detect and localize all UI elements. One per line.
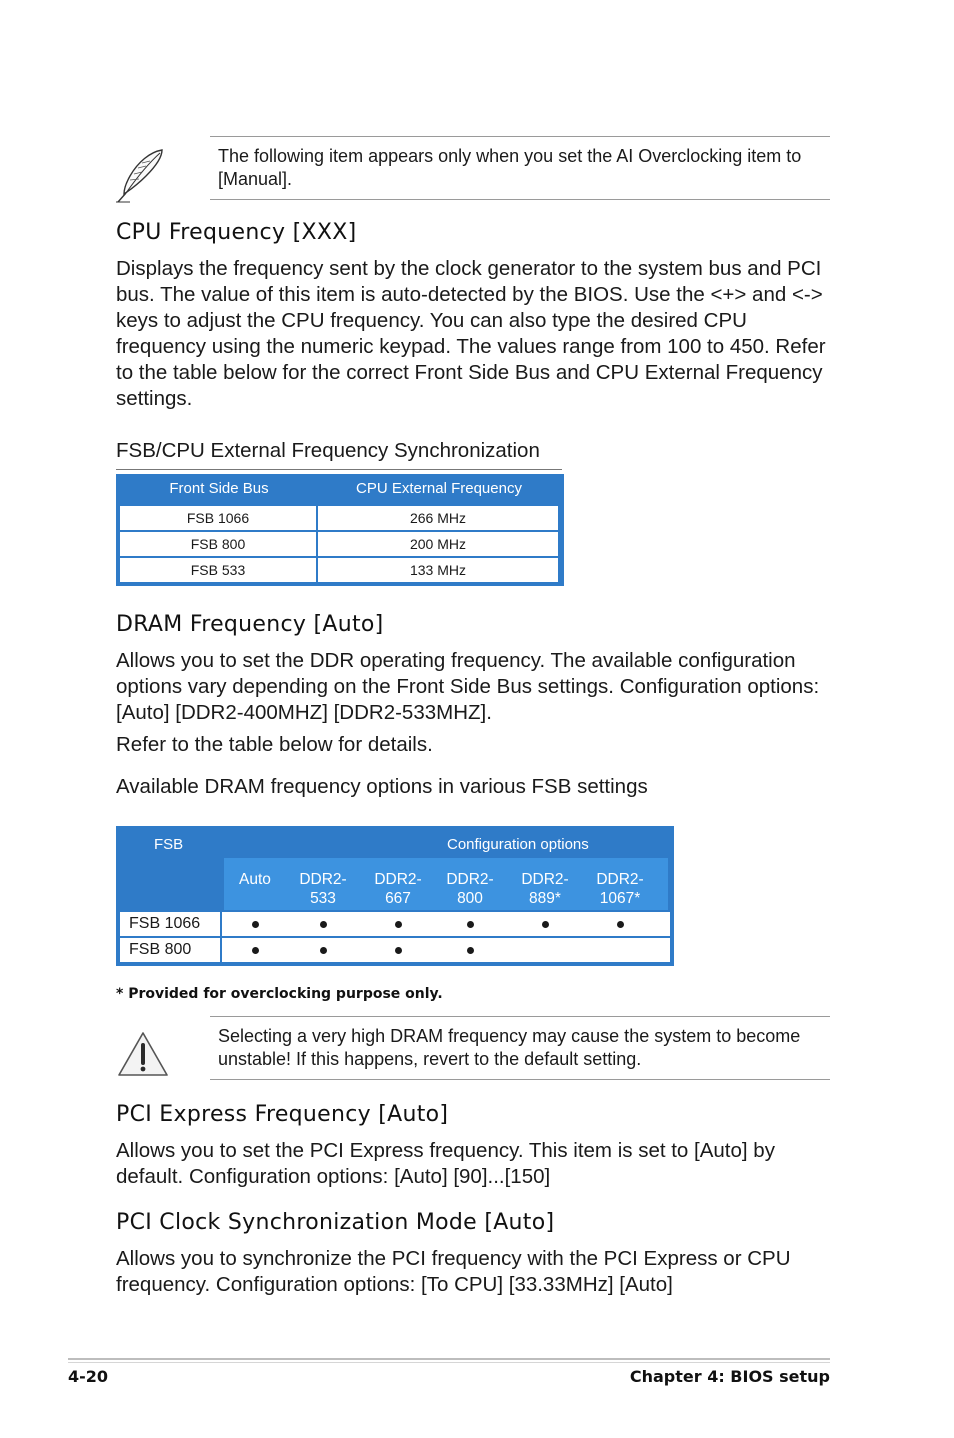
support-dot — [320, 921, 327, 928]
table-cell: FSB 1066 — [120, 506, 316, 530]
warning-text: Selecting a very high DRAM frequency may cause the system to become unstable! If this happens, revert to the default setting. — [218, 1026, 801, 1069]
pci-express-frequency-heading: PCI Express Frequency [Auto] — [116, 1102, 449, 1127]
row-label-fsb-1066: FSB 1066 — [129, 915, 201, 932]
option-ddr2-889: DDR2- 889* — [521, 871, 569, 907]
option-ddr2-1067: DDR2- 1067* — [596, 871, 644, 907]
warning-bottom-rule — [210, 1079, 830, 1080]
option-ddr2-533: DDR2- 533 — [299, 871, 347, 907]
table-cell: 266 MHz — [318, 506, 558, 530]
support-dot — [252, 921, 259, 928]
table-header-front-side-bus: Front Side Bus — [169, 480, 269, 497]
table-cell: FSB 800 — [120, 532, 316, 556]
support-dot — [252, 947, 259, 954]
support-dot — [467, 947, 474, 954]
pci-clock-sync-description: Allows you to synchronize the PCI frequency with the PCI Express or CPU frequency. Configuration options: [To CPU] [33.33MHz] [Auto] — [116, 1247, 791, 1296]
table-header-configuration-options: Configuration options — [447, 836, 589, 853]
fsb-table-caption: FSB/CPU External Frequency Synchronization — [116, 439, 540, 462]
support-dots — [116, 826, 674, 966]
cpu-frequency-heading: CPU Frequency [XXX] — [116, 220, 357, 245]
cpu-frequency-description: Displays the frequency sent by the clock generator to the system bus and PCI bus. The value of this item is auto-detected by the BIOS. Use the <+> and <-> keys to adjust the CPU frequency. You can also type the desired CPU frequency using the numeric keypad. The values range from 100 to 450. Refer to the table below for the correct Front Side Bus and CPU External Frequency settings. — [116, 257, 826, 410]
footer-rule — [68, 1358, 830, 1360]
warning-top-rule — [210, 1016, 830, 1017]
option-ddr2-667: DDR2- 667 — [374, 871, 422, 907]
support-dot — [395, 921, 402, 928]
dram-refer-text: Refer to the table below for details. — [116, 733, 433, 756]
pci-express-frequency-description: Allows you to set the PCI Express frequency. This item is set to [Auto] by default. Configuration options: [Auto] [90]...[150] — [116, 1139, 775, 1188]
page-number: 4-20 — [68, 1367, 109, 1386]
table-cell: FSB 533 — [120, 558, 316, 582]
pci-clock-sync-heading: PCI Clock Synchronization Mode [Auto] — [116, 1210, 555, 1235]
fsb-cpu-frequency-table — [116, 474, 564, 586]
caption-underline — [116, 469, 562, 470]
option-ddr2-800: DDR2- 800 — [446, 871, 494, 907]
feather-pen-icon — [112, 146, 172, 204]
support-dot — [542, 921, 549, 928]
footer-rule-thin — [68, 1362, 830, 1363]
dram-frequency-description: Allows you to set the DDR operating frequency. The available configuration options vary depending on the Front Side Bus settings. Configuration options: [Auto] [DDR2-400MHZ] [DDR2-533MHZ]. — [116, 649, 820, 724]
chapter-title: Chapter 4: BIOS setup — [629, 1367, 830, 1386]
note-bottom-rule — [210, 199, 830, 200]
support-dot — [395, 947, 402, 954]
support-dot — [467, 921, 474, 928]
support-dot — [320, 947, 327, 954]
table-cell: 200 MHz — [318, 532, 558, 556]
dram-options-table — [116, 826, 674, 966]
table-header-fsb: FSB — [154, 836, 184, 853]
dram-table-caption: Available DRAM frequency options in various FSB settings — [116, 775, 648, 798]
support-dot — [617, 921, 624, 928]
note-text: The following item appears only when you set the AI Overclocking item to [Manual]. — [218, 146, 802, 189]
option-auto: Auto — [239, 871, 271, 888]
row-label-fsb-800: FSB 800 — [129, 941, 192, 958]
overclocking-footnote: * Provided for overclocking purpose only. — [116, 986, 443, 1002]
note-top-rule — [210, 136, 830, 137]
table-header-cpu-external-frequency: CPU External Frequency — [356, 480, 522, 497]
table-cell: 133 MHz — [318, 558, 558, 582]
warning-triangle-icon — [116, 1030, 170, 1078]
dram-frequency-heading: DRAM Frequency [Auto] — [116, 612, 384, 637]
